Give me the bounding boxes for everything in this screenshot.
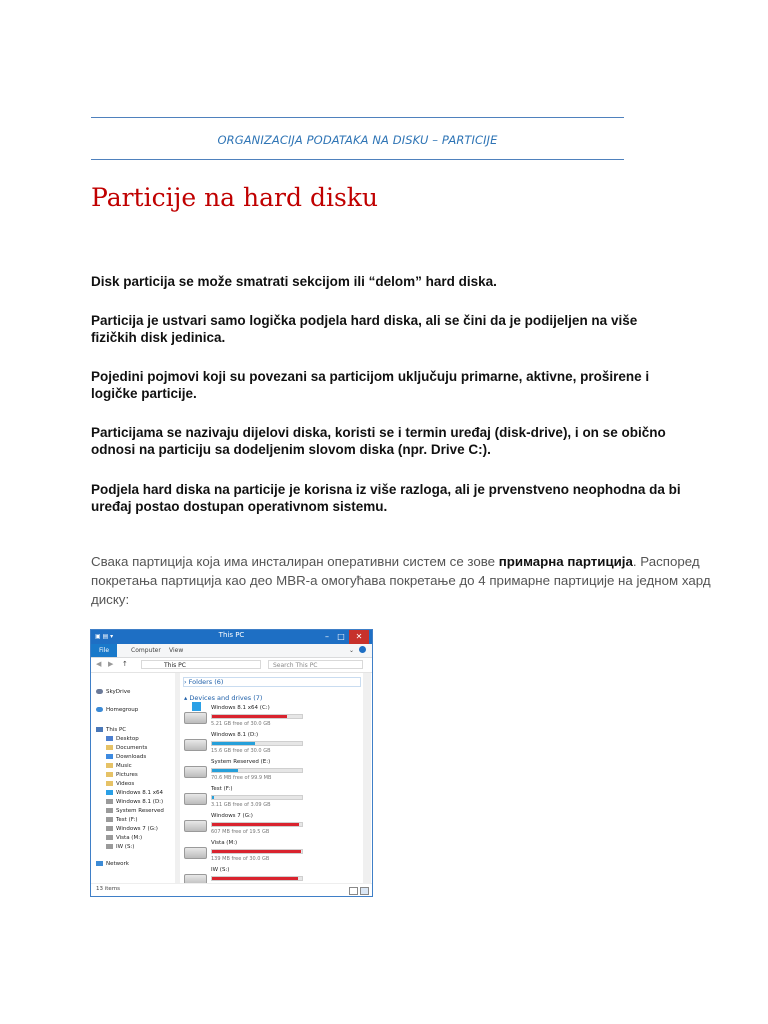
drive-tile — [181, 839, 361, 866]
explorer-content — [181, 673, 361, 883]
folders-group: › Folders (6) — [184, 678, 224, 686]
hard-drive-icon — [184, 739, 207, 751]
ribbon-tab-computer: Computer — [131, 647, 161, 654]
drive-tile — [181, 785, 361, 812]
drive-free-space: 70.6 MB free of 99.9 MB — [211, 775, 272, 781]
cloud-icon — [96, 689, 103, 694]
ribbon-tab-view: View — [169, 647, 184, 654]
nav-item: Network — [96, 861, 129, 867]
cyrillic-bold-term: примарна партиција — [498, 554, 633, 569]
drive-tile — [181, 731, 361, 758]
drive-usage-fill — [212, 877, 298, 880]
explorer-status-bar — [91, 883, 372, 897]
help-icon — [359, 646, 366, 653]
hard-drive-icon — [184, 712, 207, 724]
folder-icon — [106, 772, 113, 777]
paragraph-2: Particija je ustvari samo logička podjela hard diska, ali se čini da je podijeljen na više fizičkih disk jedinica. — [91, 313, 638, 345]
explorer-nav-pane — [91, 673, 175, 883]
network-icon — [96, 861, 103, 866]
nav-item: System Reserved — [106, 808, 164, 814]
drive-tile — [181, 704, 361, 731]
drive-usage-bar — [211, 849, 303, 854]
nav-item: Desktop — [106, 736, 139, 742]
drive-usage-fill — [212, 742, 255, 745]
drive-usage-bar — [211, 876, 303, 881]
drive-name: Windows 8.1 x64 (C:) — [211, 705, 270, 711]
homegroup-icon — [96, 707, 103, 712]
cyrillic-paragraph — [91, 552, 711, 609]
drive-usage-bar — [211, 768, 303, 773]
nav-item: SkyDrive — [96, 689, 130, 695]
chevron-down-icon: ⌄ — [349, 647, 355, 654]
explorer-title-bar — [91, 630, 372, 644]
forward-icon: ▶ — [108, 660, 114, 668]
nav-item: Vista (M:) — [106, 835, 142, 841]
paragraph-4: Particijama se nazivaju dijelovi diska, koristi se i termin uređaj (disk-drive), i on se obično odnosi na particiju sa dodeljenim slovom diska (npr. Drive C:). — [91, 425, 666, 457]
header-bottom-rule — [91, 159, 624, 160]
close-icon: ✕ — [349, 630, 369, 644]
nav-item: Pictures — [106, 772, 138, 778]
drive-icon — [106, 817, 113, 822]
devices-group: ▴ Devices and drives (7) — [184, 694, 263, 702]
drive-usage-bar — [211, 714, 303, 719]
drive-icon — [106, 826, 113, 831]
drive-icon — [106, 790, 113, 795]
details-view-icon — [349, 887, 358, 895]
folder-icon — [106, 763, 113, 768]
folder-icon — [106, 745, 113, 750]
item-count: 13 items — [96, 886, 121, 892]
drive-usage-bar — [211, 795, 303, 800]
folder-icon — [106, 754, 113, 759]
maximize-icon: □ — [337, 632, 345, 641]
nav-item: Videos — [106, 781, 134, 787]
cyrillic-text-start: Свака партиција која има инсталиран оперативни систем се зове — [91, 554, 499, 569]
explorer-search-box: Search This PC — [268, 660, 363, 669]
hard-drive-icon — [184, 793, 207, 805]
paragraph-3: Pojedini pojmovi koji su povezani sa particijom uključuju primarne, aktivne, proširene i logičke particije. — [91, 369, 650, 401]
document-header: ORGANIZACIJA PODATAKA NA DISKU – PARTICIJE — [217, 133, 498, 147]
paragraph-5: Podjela hard diska na particije je korisna iz više razloga, ali je prvenstveno neophodna da bi uređaj postao dostupan operativnom sistemu. — [91, 482, 681, 514]
drive-icon — [106, 799, 113, 804]
up-icon: ↑ — [122, 660, 128, 668]
folder-icon — [106, 736, 113, 741]
explorer-window-title: This PC — [218, 631, 245, 639]
nav-item: Test (F:) — [106, 817, 137, 823]
back-icon: ◀ — [96, 660, 102, 668]
drive-icon — [106, 844, 113, 849]
explorer-ribbon — [91, 644, 372, 658]
computer-icon — [96, 727, 103, 732]
cyrillic-text-end: . Распоред покретања партиција као део MBR-а омогућава покретање до 4 примарне партиције на једном хард диску: — [91, 554, 711, 607]
drive-name: Windows 8.1 (D:) — [211, 732, 259, 738]
hard-drive-icon — [184, 847, 207, 859]
windows-logo-icon — [192, 702, 201, 711]
quick-access-icons: ▣ ▤ ▾ — [95, 633, 114, 640]
explorer-address-bar: This PC — [141, 660, 261, 669]
nav-item: This PC — [96, 727, 126, 733]
ribbon-tab-file: File — [91, 644, 117, 657]
drive-free-space: 3.11 GB free of 3.09 GB — [211, 802, 271, 808]
drive-name: Windows 7 (G:) — [211, 813, 253, 819]
drive-free-space: 607 MB free of 19.5 GB — [211, 829, 270, 835]
paragraph-1: Disk particija se može smatrati sekcijom ili “delom” hard diska. — [91, 274, 497, 289]
folder-icon — [106, 781, 113, 786]
drive-usage-bar — [211, 741, 303, 746]
drive-icon — [106, 808, 113, 813]
nav-item: IW (S:) — [106, 844, 134, 850]
drive-usage-bar — [211, 822, 303, 827]
drive-usage-fill — [212, 715, 287, 718]
explorer-screenshot — [90, 629, 373, 897]
nav-item: Windows 8.1 (D:) — [106, 799, 163, 805]
nav-item: Homegroup — [96, 707, 138, 713]
nav-item: Music — [106, 763, 132, 769]
nav-scrollbar — [175, 673, 180, 883]
content-scrollbar — [363, 673, 371, 883]
drive-tile — [181, 812, 361, 839]
drive-icon — [106, 835, 113, 840]
drive-name: System Reserved (E:) — [211, 759, 271, 765]
drive-name: Test (F:) — [211, 786, 233, 792]
group-divider — [183, 677, 361, 687]
drive-usage-fill — [212, 850, 301, 853]
drive-usage-fill — [212, 823, 299, 826]
tiles-view-icon — [360, 887, 369, 895]
minimize-icon: – — [325, 632, 329, 641]
drive-name: IW (S:) — [211, 867, 230, 873]
nav-item: Downloads — [106, 754, 146, 760]
hard-drive-icon — [184, 766, 207, 778]
nav-item: Documents — [106, 745, 147, 751]
drive-tile — [181, 758, 361, 785]
hard-drive-icon — [184, 820, 207, 832]
drive-name: Vista (M:) — [211, 840, 238, 846]
nav-item: Windows 7 (G:) — [106, 826, 158, 832]
drive-usage-fill — [212, 769, 238, 772]
explorer-address-row — [91, 658, 372, 673]
drive-free-space: 139 MB free of 30.0 GB — [211, 856, 270, 862]
drive-usage-fill — [212, 796, 214, 799]
header-top-rule — [91, 117, 624, 118]
drive-free-space: 15.6 GB free of 30.0 GB — [211, 748, 271, 754]
nav-item: Windows 8.1 x64 — [106, 790, 163, 796]
page-title: Particije na hard disku — [91, 183, 379, 212]
drive-free-space: 5.21 GB free of 30.0 GB — [211, 721, 271, 727]
